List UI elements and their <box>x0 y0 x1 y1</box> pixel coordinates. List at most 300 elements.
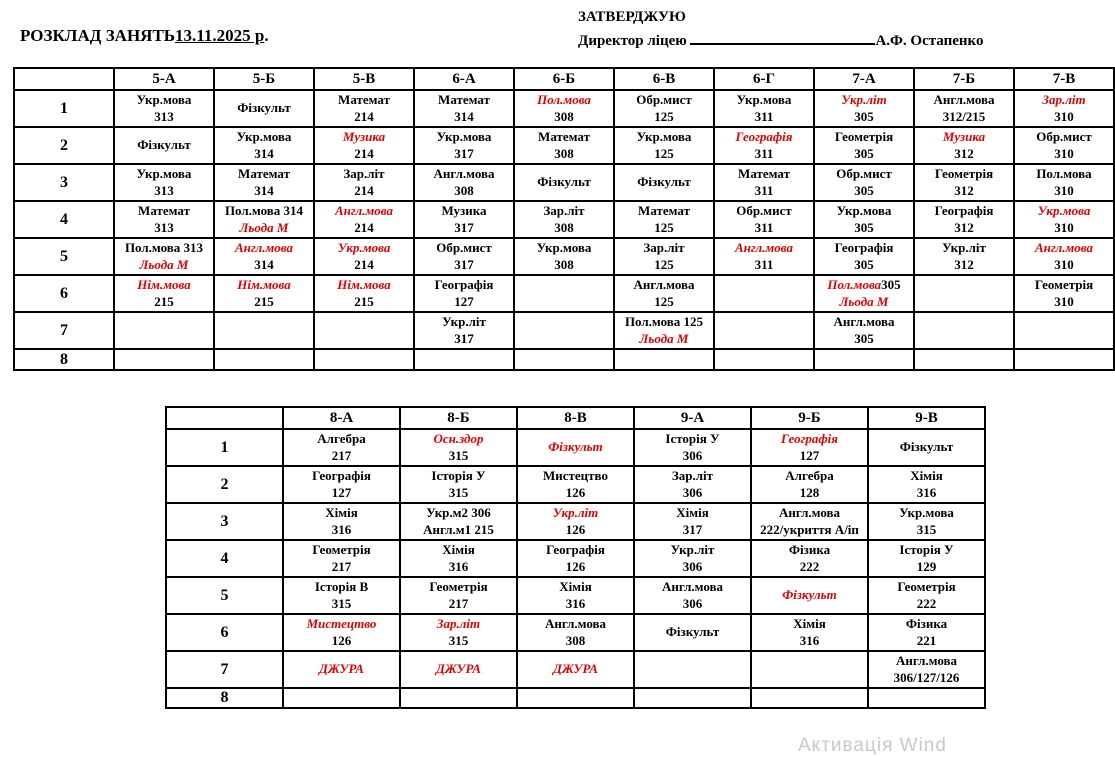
lesson-text-red: Укр.літ <box>552 504 599 520</box>
lesson-line <box>519 559 632 576</box>
class-column-header: 9-Б <box>751 407 868 429</box>
lesson-cell <box>614 127 714 164</box>
lesson-line <box>316 220 412 237</box>
lesson-line <box>416 240 512 257</box>
lesson-text: Англ.мова <box>833 313 895 329</box>
schedule-title-text: РОЗКЛАД ЗАНЯТЬ <box>20 26 176 45</box>
lesson-cell <box>751 466 868 503</box>
lesson-text-red: Географія <box>735 128 793 144</box>
lesson-cell <box>514 90 614 127</box>
lesson-cell <box>751 614 868 651</box>
schedule-row <box>14 275 1114 312</box>
lesson-line <box>516 240 612 257</box>
lesson-line <box>402 485 515 502</box>
lesson-line <box>216 257 312 274</box>
lesson-cell <box>634 429 751 466</box>
lesson-text: 312 <box>954 256 974 272</box>
class-column-header: 9-В <box>868 407 985 429</box>
lesson-line <box>816 92 912 109</box>
lesson-cell <box>314 201 414 238</box>
lesson-text: 214 <box>354 219 374 235</box>
lesson-cell <box>814 201 914 238</box>
lesson-line <box>870 542 983 559</box>
schedule-date-suffix: . <box>264 26 269 45</box>
lesson-line <box>416 314 512 331</box>
lesson-text: 314 <box>254 145 274 161</box>
period-number: 8 <box>14 349 114 370</box>
lesson-line <box>636 468 749 485</box>
lesson-text: Математ <box>238 165 290 181</box>
lesson-text: 316 <box>331 521 352 537</box>
lesson-line <box>753 542 866 559</box>
lesson-text: Хімія <box>676 504 709 520</box>
lesson-line <box>285 448 398 465</box>
lesson-line <box>616 277 712 294</box>
lesson-text: 317 <box>454 330 474 346</box>
lesson-line <box>916 166 1012 183</box>
lesson-text: 127 <box>799 447 820 463</box>
lesson-text: Англ.мова <box>544 615 607 631</box>
lesson-cell <box>514 238 614 275</box>
lesson-line <box>285 431 398 448</box>
lesson-cell <box>868 577 985 614</box>
lesson-line <box>116 183 212 200</box>
lesson-line <box>316 257 412 274</box>
period-number: 5 <box>14 238 114 275</box>
lesson-cell <box>614 312 714 349</box>
lesson-cell <box>214 349 314 370</box>
lesson-text: Фізкульт <box>537 174 591 190</box>
period-number: 6 <box>166 614 283 651</box>
lesson-cell <box>314 90 414 127</box>
lesson-cell <box>314 127 414 164</box>
lesson-text: 126 <box>331 632 352 648</box>
schedule-row <box>166 540 985 577</box>
schedule-row <box>14 164 1114 201</box>
signature-line <box>690 29 875 45</box>
lesson-cell <box>751 429 868 466</box>
lesson-line <box>870 670 983 687</box>
lesson-text: 315 <box>448 447 469 463</box>
lesson-text: 305 <box>854 219 874 235</box>
lesson-text: Хімія <box>793 615 826 631</box>
period-number: 1 <box>14 90 114 127</box>
lesson-text: 305 <box>854 108 874 124</box>
period-number: 2 <box>166 466 283 503</box>
schedule-table-grades-5-7 <box>13 67 1115 371</box>
lesson-line <box>616 92 712 109</box>
lesson-text: 306/127/126 <box>893 669 960 685</box>
lesson-cell <box>414 90 514 127</box>
lesson-text: 314 <box>254 182 274 198</box>
lesson-cell <box>714 349 814 370</box>
lesson-text: Історія У <box>899 541 954 557</box>
lesson-line <box>816 166 912 183</box>
class-column-header: 5-В <box>314 68 414 90</box>
lesson-text-red: Осн.здор <box>433 430 484 446</box>
lesson-text: 217 <box>331 447 352 463</box>
lesson-text: Хімія <box>442 541 475 557</box>
lesson-cell <box>714 90 814 127</box>
lesson-cell <box>634 577 751 614</box>
lesson-line <box>116 257 212 274</box>
lesson-line <box>916 240 1012 257</box>
lesson-line <box>1016 183 1112 200</box>
lesson-text: Історія У <box>665 430 720 446</box>
lesson-line <box>316 277 412 294</box>
lesson-cell <box>283 540 400 577</box>
lesson-text: Укр.літ <box>942 239 986 255</box>
lesson-cell <box>814 275 914 312</box>
schedule-row <box>166 466 985 503</box>
lesson-cell <box>514 349 614 370</box>
lesson-line <box>516 220 612 237</box>
lesson-line <box>519 596 632 613</box>
lesson-line <box>216 100 312 117</box>
lesson-text: Англ.мова <box>778 504 841 520</box>
lesson-text: 126 <box>565 521 586 537</box>
lesson-line <box>285 616 398 633</box>
lesson-line <box>616 220 712 237</box>
lesson-line <box>636 448 749 465</box>
lesson-cell <box>400 540 517 577</box>
lesson-line <box>753 485 866 502</box>
lesson-text: 125 <box>654 256 674 272</box>
lesson-text-red: Географія <box>781 430 838 446</box>
lesson-text: Зар.літ <box>343 165 385 181</box>
lesson-cell <box>868 540 985 577</box>
lesson-text: Хімія <box>325 504 358 520</box>
lesson-line <box>716 257 812 274</box>
lesson-cell <box>283 688 400 708</box>
lesson-line <box>416 146 512 163</box>
lesson-text-red: Музика <box>942 128 986 144</box>
lesson-text: 127 <box>331 484 352 500</box>
lesson-text: Укр.літ <box>442 313 486 329</box>
lesson-text: 315 <box>448 484 469 500</box>
lesson-text: Фізкульт <box>237 100 291 116</box>
lesson-cell <box>517 614 634 651</box>
lesson-line <box>285 485 398 502</box>
lesson-cell <box>283 614 400 651</box>
class-column-header: 5-Б <box>214 68 314 90</box>
approve-label: ЗАТВЕРДЖУЮ <box>578 9 686 25</box>
lesson-cell <box>814 349 914 370</box>
lesson-text: 222/укриття А/іп <box>760 521 859 537</box>
lesson-cell <box>714 312 814 349</box>
lesson-cell <box>614 349 714 370</box>
lesson-text: 310 <box>1054 256 1074 272</box>
lesson-text: Математ <box>338 91 390 107</box>
lesson-line <box>402 633 515 650</box>
period-number: 3 <box>166 503 283 540</box>
lesson-cell <box>114 127 214 164</box>
lesson-text: Укр.мова <box>636 128 692 144</box>
class-column-header: 8-Б <box>400 407 517 429</box>
lesson-line <box>316 92 412 109</box>
lesson-cell <box>414 312 514 349</box>
lesson-text-red: Нім.мова <box>237 276 291 292</box>
lesson-line <box>816 129 912 146</box>
lesson-cell <box>283 466 400 503</box>
lesson-line <box>916 92 1012 109</box>
lesson-line <box>416 331 512 348</box>
lesson-text: 125 <box>654 145 674 161</box>
lesson-line <box>416 294 512 311</box>
lesson-text: Алгебра <box>317 430 366 446</box>
lesson-text: 310 <box>1054 219 1074 235</box>
lesson-cell <box>400 688 517 708</box>
lesson-line <box>516 109 612 126</box>
schedule-row <box>14 90 1114 127</box>
class-column-header: 9-А <box>634 407 751 429</box>
lesson-cell <box>868 466 985 503</box>
schedule-row <box>14 127 1114 164</box>
lesson-text: Укр.мова <box>736 91 792 107</box>
lesson-cell <box>614 90 714 127</box>
lesson-text: 313 <box>154 108 174 124</box>
lesson-text: 126 <box>565 558 586 574</box>
lesson-cell <box>614 164 714 201</box>
lesson-line <box>870 633 983 650</box>
page-title <box>20 26 269 46</box>
lesson-text: Укр.мова <box>836 202 892 218</box>
lesson-cell <box>283 577 400 614</box>
lesson-line <box>285 542 398 559</box>
lesson-text: 316 <box>565 595 586 611</box>
lesson-text: 316 <box>448 558 469 574</box>
lesson-text: 214 <box>354 108 374 124</box>
lesson-line <box>316 109 412 126</box>
lesson-line <box>1016 146 1112 163</box>
lesson-line <box>402 559 515 576</box>
lesson-line <box>616 146 712 163</box>
lesson-line <box>1016 92 1112 109</box>
lesson-cell <box>868 614 985 651</box>
lesson-line <box>316 183 412 200</box>
lesson-text: 125 <box>654 108 674 124</box>
lesson-line <box>816 220 912 237</box>
lesson-line <box>216 129 312 146</box>
class-column-header: 5-А <box>114 68 214 90</box>
lesson-text-red: Музика <box>342 128 386 144</box>
lesson-text-red: Мистецтво <box>306 615 377 631</box>
lesson-cell <box>514 127 614 164</box>
lesson-line <box>1016 129 1112 146</box>
lesson-line <box>816 277 912 294</box>
schedule-row <box>166 577 985 614</box>
lesson-cell <box>414 275 514 312</box>
lesson-text: Англ.мова <box>933 91 995 107</box>
lesson-line <box>753 522 866 539</box>
lesson-cell <box>414 238 514 275</box>
lesson-text: 306 <box>682 595 703 611</box>
lesson-cell <box>714 127 814 164</box>
lesson-text: 217 <box>448 595 469 611</box>
lesson-line <box>636 596 749 613</box>
lesson-text: 222 <box>799 558 820 574</box>
lesson-text-red: Нім.мова <box>137 276 191 292</box>
lesson-line <box>636 431 749 448</box>
lesson-cell <box>114 164 214 201</box>
lesson-line <box>216 277 312 294</box>
lesson-line <box>116 109 212 126</box>
lesson-text: Укр.мова <box>436 128 492 144</box>
class-column-header: 7-Б <box>914 68 1014 90</box>
lesson-text: Алгебра <box>785 467 834 483</box>
class-column-header: 6-Б <box>514 68 614 90</box>
lesson-line <box>816 314 912 331</box>
lesson-text: 314 <box>254 256 274 272</box>
lesson-text: Фізкульт <box>665 624 720 640</box>
lesson-cell <box>114 349 214 370</box>
class-column-header: 6-Г <box>714 68 814 90</box>
lesson-cell <box>283 429 400 466</box>
lesson-text-red: ДЖУРА <box>553 661 598 677</box>
lesson-cell <box>1014 238 1114 275</box>
lesson-text: Пол.мова <box>1036 165 1092 181</box>
lesson-text: Геометрія <box>429 578 488 594</box>
lesson-text: Обр.мист <box>436 239 492 255</box>
lesson-line <box>519 439 632 456</box>
lesson-line <box>916 257 1012 274</box>
corner-cell <box>166 407 283 429</box>
lesson-cell <box>517 651 634 688</box>
lesson-cell <box>814 90 914 127</box>
lesson-text-red: Нім.мова <box>337 276 391 292</box>
lesson-text: Пол.мова 313 <box>124 239 204 255</box>
lesson-cell <box>514 275 614 312</box>
lesson-cell <box>400 577 517 614</box>
lesson-line <box>616 294 712 311</box>
director-name: А.Ф. Остапенко <box>875 32 984 49</box>
lesson-text: Геометрія <box>934 165 994 181</box>
lesson-text: 306 <box>682 447 703 463</box>
lesson-cell <box>614 238 714 275</box>
lesson-text-red: Англ.мова <box>734 239 794 255</box>
lesson-text: 312 <box>954 182 974 198</box>
lesson-text: 311 <box>754 219 774 235</box>
lesson-cell <box>314 238 414 275</box>
lesson-line <box>402 431 515 448</box>
lesson-line <box>716 92 812 109</box>
lesson-cell <box>517 503 634 540</box>
lesson-text: Хімія <box>910 467 943 483</box>
lesson-text: Географія <box>312 467 371 483</box>
lesson-line <box>402 616 515 633</box>
lesson-line <box>216 240 312 257</box>
lesson-text: 316 <box>916 484 937 500</box>
lesson-line <box>716 146 812 163</box>
lesson-text-red: Зар.літ <box>436 615 481 631</box>
lesson-text: 317 <box>454 256 474 272</box>
lesson-cell <box>914 238 1014 275</box>
lesson-cell <box>114 201 214 238</box>
lesson-text: 215 <box>354 293 374 309</box>
lesson-line <box>416 166 512 183</box>
lesson-text: Географія <box>546 541 605 557</box>
lesson-text: Географія <box>434 276 494 292</box>
lesson-text: Історія У <box>431 467 486 483</box>
lesson-text: 308 <box>554 219 574 235</box>
lesson-line <box>519 542 632 559</box>
lesson-line <box>1016 277 1112 294</box>
lesson-line <box>636 485 749 502</box>
lesson-line <box>519 579 632 596</box>
lesson-text-red: Англ.мова <box>1034 239 1094 255</box>
lesson-cell <box>414 201 514 238</box>
lesson-cell <box>814 312 914 349</box>
lesson-text: Обр.мист <box>636 91 692 107</box>
lesson-text: Мистецтво <box>543 467 608 483</box>
schedule-row <box>166 429 985 466</box>
lesson-cell <box>614 275 714 312</box>
lesson-text: Пол.мова 314 <box>224 202 304 218</box>
lesson-text: 222 <box>916 595 937 611</box>
lesson-line <box>916 146 1012 163</box>
lesson-cell <box>114 275 214 312</box>
lesson-cell <box>914 312 1014 349</box>
lesson-text: 214 <box>354 256 374 272</box>
lesson-line <box>316 294 412 311</box>
lesson-line <box>916 203 1012 220</box>
schedule-row <box>14 312 1114 349</box>
class-column-header: 8-А <box>283 407 400 429</box>
lesson-text: Математ <box>438 91 490 107</box>
lesson-line <box>116 92 212 109</box>
lesson-cell <box>314 312 414 349</box>
lesson-cell <box>514 312 614 349</box>
lesson-line <box>416 129 512 146</box>
lesson-line <box>870 505 983 522</box>
lesson-line <box>516 146 612 163</box>
lesson-cell <box>814 238 914 275</box>
lesson-cell <box>314 275 414 312</box>
class-column-header: 6-А <box>414 68 514 90</box>
lesson-line <box>816 146 912 163</box>
lesson-text: Зар.літ <box>643 239 685 255</box>
lesson-line <box>116 294 212 311</box>
lesson-text: 311 <box>754 256 774 272</box>
lesson-text: Зар.літ <box>671 467 714 483</box>
lesson-line <box>753 587 866 604</box>
lesson-cell <box>814 127 914 164</box>
lesson-line <box>636 624 749 641</box>
lesson-cell <box>814 164 914 201</box>
lesson-line <box>716 220 812 237</box>
lesson-text: Фізкульт <box>637 174 691 190</box>
lesson-line <box>816 257 912 274</box>
lesson-line <box>870 559 983 576</box>
lesson-text: 125 <box>654 293 674 309</box>
lesson-cell <box>751 503 868 540</box>
lesson-text: Укр.мова <box>536 239 592 255</box>
lesson-text-red: ДЖУРА <box>436 661 481 677</box>
class-column-header: 7-В <box>1014 68 1114 90</box>
lesson-text: Обр.мист <box>1036 128 1092 144</box>
lesson-cell <box>517 577 634 614</box>
schedule-row <box>166 651 985 688</box>
lesson-line <box>216 220 312 237</box>
lesson-text: 214 <box>354 182 374 198</box>
lesson-line <box>716 166 812 183</box>
lesson-line <box>916 109 1012 126</box>
lesson-cell <box>517 429 634 466</box>
lesson-cell <box>634 651 751 688</box>
lesson-line <box>285 468 398 485</box>
lesson-text: 221 <box>916 632 937 648</box>
lesson-line <box>616 314 712 331</box>
